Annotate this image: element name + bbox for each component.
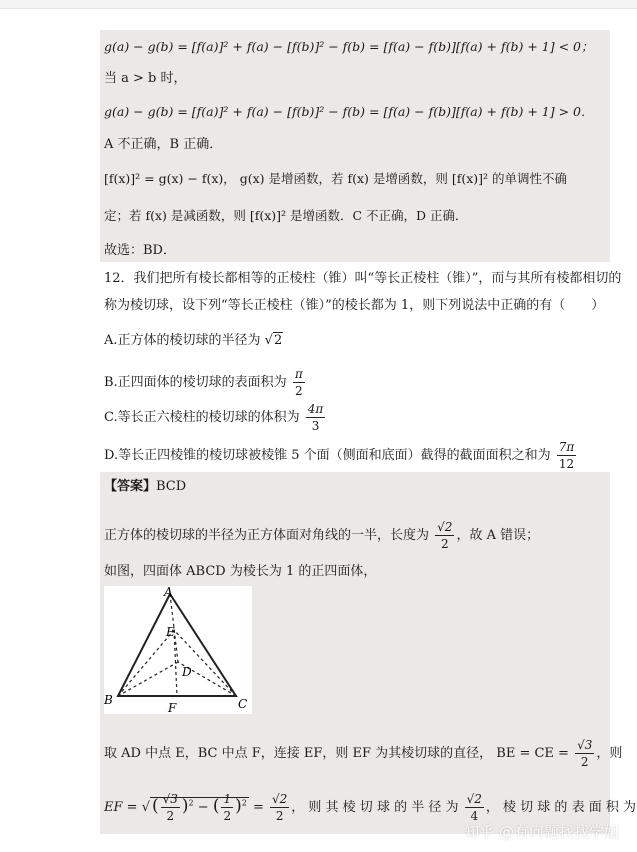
question-line-1: 12．我们把所有棱长都相等的正棱柱（锥）叫“等长正棱柱（锥）”，而与其所有棱都相切的 — [104, 271, 622, 286]
solution-line-1: g(a) − g(b) = [f(a)]² + f(a) − [f(b)]² − f(b) = [f(a) − f(b)][f(a) + f(b) + 1] < 0； — [104, 39, 594, 54]
answer-line-4: EF = √ ( $\frac{√3}{2}$ )$^2$ − ( $\frac{1}{2}$ )$^2$ = $\frac{√2}{2}$ ， 则 其 棱 切 球 的 半 径 为 $\frac{√2}{4}$ ， 棱 切 球 的 表 面 积 为 — [104, 792, 636, 823]
outer-triangle — [118, 594, 236, 696]
option-b-fraction: $\frac{\pi}{2}$ — [294, 367, 303, 398]
zhihu-watermark: 知乎 @有问题找找学姐 — [464, 823, 619, 841]
answer-line-2: 如图，四面体 ABCD 为棱长为 1 的正四面体， — [104, 564, 377, 579]
option-a-sqrt: √2 — [264, 333, 283, 348]
label-a: A — [164, 586, 173, 599]
label-f: F — [168, 701, 177, 714]
answer-heading — [104, 478, 186, 496]
option-d-fraction: $\frac{7\pi}{12}$ — [558, 440, 575, 471]
label-b: B — [104, 693, 113, 707]
solution-line-3: g(a) − g(b) = [f(a)]² + f(a) − [f(b)]² − f(b) = [f(a) − f(b)][f(a) + f(b) + 1] > 0． — [104, 104, 594, 119]
option-c — [104, 402, 327, 433]
solution-line-4: A 不正确，B 正确． — [104, 137, 223, 152]
solution-line-2: 当 a > b 时， — [104, 71, 187, 86]
option-a-text: A.正方体的棱切球的半径为 — [104, 333, 261, 348]
answer-line-1: 正方体的棱切球的半径为正方体面对角线的一半，长度为 $\frac{√2}{2}$ ，故 A 错误； — [104, 520, 540, 551]
option-c-fraction: $\frac{4\pi}{3}$ — [307, 402, 324, 433]
option-d — [104, 440, 578, 471]
option-b — [104, 367, 307, 398]
option-a — [104, 332, 283, 350]
answer-line-1-fraction: $\frac{√2}{2}$ — [437, 520, 453, 551]
answer-label: 【答案】 — [104, 479, 157, 494]
answer-line-3: 取 AD 中点 E，BC 中点 F，连接 EF，则 EF 为其棱切球的直径， BE = CE = $\frac{√3}{2}$ ，则 — [104, 738, 623, 769]
solution-line-7: 故选：BD． — [104, 243, 176, 258]
tetrahedron-figure — [104, 586, 252, 714]
label-d: D — [182, 665, 192, 679]
top-bar — [0, 0, 637, 9]
tetrahedron-diagram — [104, 586, 252, 714]
solution-line-5: [f(x)]² = g(x) − f(x)， g(x) 是增函数，若 f(x) 是增函数，则 [f(x)]² 的单调性不确 — [104, 171, 568, 186]
answer-value: BCD — [156, 479, 187, 494]
option-b-text: B.正四面体的棱切球的表面积为 — [104, 375, 287, 390]
label-e: E — [166, 625, 175, 639]
solution-line-6: 定；若 f(x) 是减函数，则 [f(x)]² 是增函数．C 不正确，D 正确． — [104, 208, 468, 223]
label-c: C — [238, 697, 248, 711]
segment-ce — [174, 630, 236, 696]
ef-sqrt-expression: √ ( $\frac{√3}{2}$ )$^2$ − ( $\frac{1}{2}$ )$^2$ — [141, 792, 247, 823]
answer-line-3-fraction: $\frac{√3}{2}$ — [577, 738, 593, 769]
option-c-text: C.等长正六棱柱的棱切球的体积为 — [104, 410, 300, 425]
question-line-2: 称为棱切球，设下列“等长正棱柱（锥）”的棱长都为 1，则下列说法中正确的有（ ） — [104, 298, 605, 313]
option-d-text: D.等长正四棱锥的棱切球被棱锥 5 个面（侧面和底面）截得的截面面积之和为 — [104, 448, 551, 463]
